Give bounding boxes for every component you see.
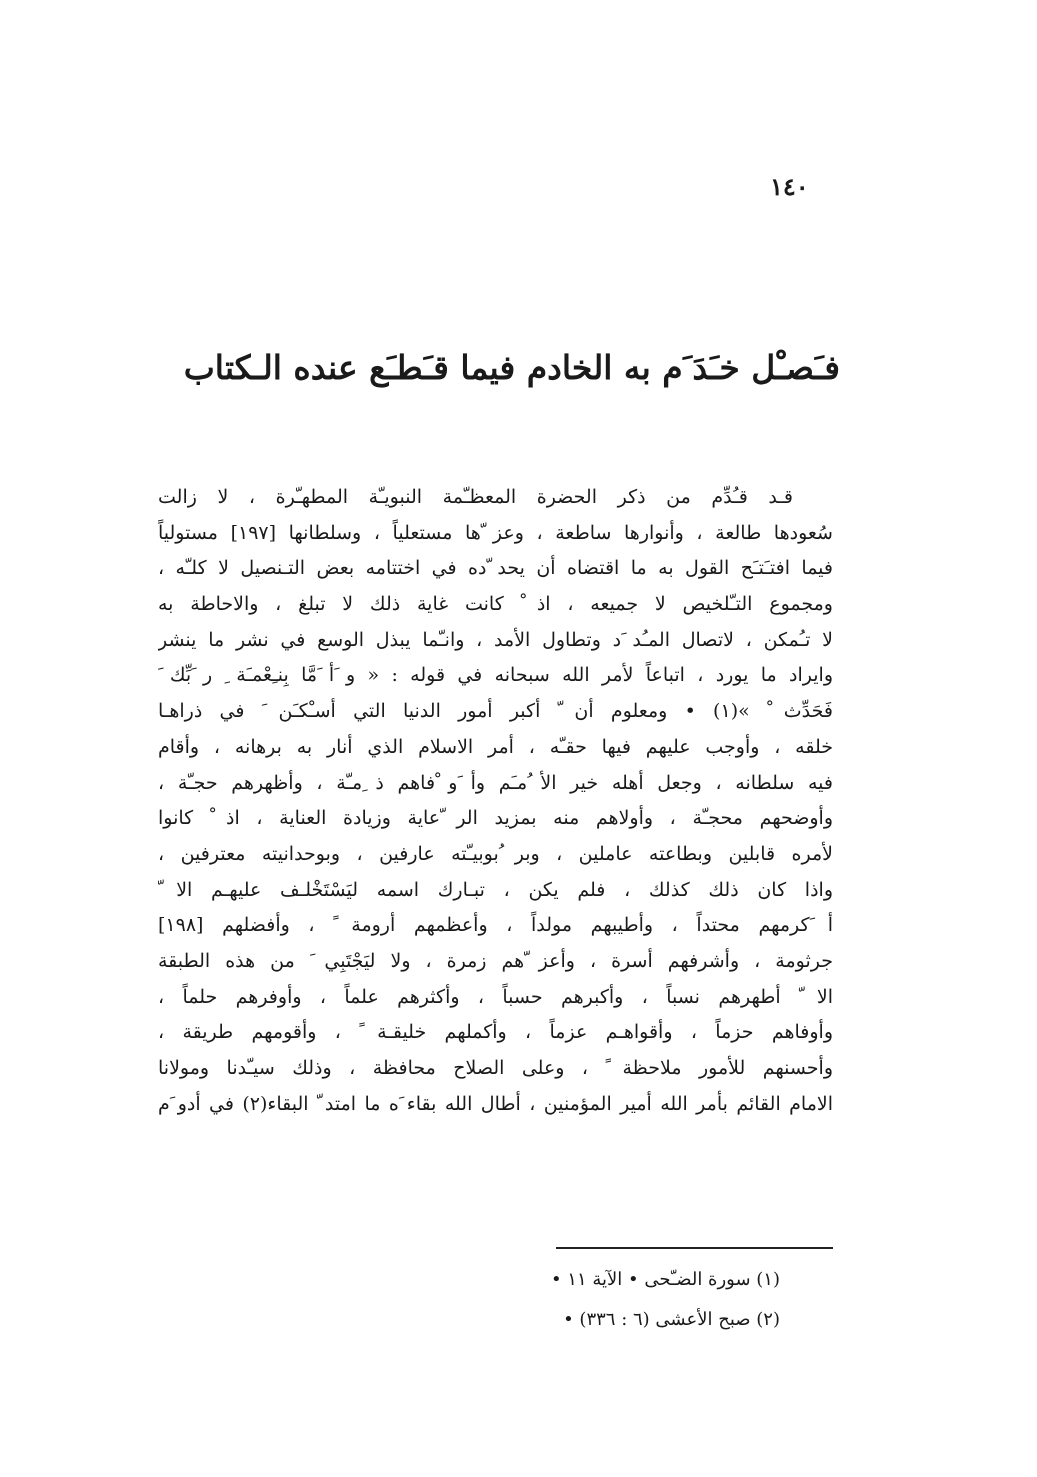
footnote-divider (556, 1247, 833, 1249)
body-line: خلقه ، وأوجب عليهم فيها حقـّه ، أمر الاسلام الذي أنار به برهانه ، وأقام (158, 735, 833, 758)
body-line: فَحَدِّث ْ »(١) • ومعلوم أن ّ أكبر أمور الدنيا التي أسـْكـَن َ في ذراهـا (158, 700, 833, 723)
body-text (158, 480, 833, 1122)
body-line: فيه سلطانه ، وجعل أهله خير الأ ُمـَم وأ َو ْفاهم ذ ِمـّة ، وأظهرهم حجـّة ، (158, 771, 833, 794)
body-line: وأوفاهم حزماً ، وأقواهـم عزماً ، وأكملهم خليقـة ً ، وأقومهم طريقة ، (158, 1021, 833, 1044)
body-line: وايراد ما يورد ، اتباعاً لأمر الله سبحانه في قوله : « و َأ َمَّا بِنـِعْمـَة ِ ر َبِّك َ (158, 664, 833, 687)
body-line: لا تـُمكن ، لاتصال المـُد َد وتطاول الأمد ، وانـّما يبذل الوسع في نشر ما ينشر (158, 628, 833, 651)
body-line: ومجموع التـّلخيص لا جميعه ، اذ ْ كانت غاية ذلك لا تبلغ ، والاحاطة به (158, 593, 833, 616)
body-line: أ َكرمهم محتداً ، وأطيبهم مولداً ، وأعظمهم أرومة ً ، وأفضلهم [١٩٨] (158, 914, 833, 937)
body-line: لأمره قابلين وبطاعته عاملين ، وبر ُبوبيـّته عارفين ، وبوحدانيته معترفين ، (158, 842, 833, 865)
body-line: فيما افتـَتـَح القول به ما اقتضاه أن يحد ّده في اختتامه بعض التـنصيل لا كلـّه ، (158, 557, 833, 580)
chapter-title: فـَصـْل خـَدَ َم به الخادم فيما قـَطـَع عنده الـكتاب (183, 348, 840, 387)
body-line: سُعودها طالعة ، وأنوارها ساطعة ، وعز ّها مستعلياً ، وسلطانها [١٩٧] مستولياً (158, 521, 833, 544)
footnote-2: (٢) صبح الأعشى (٦ : ٣٣٦) • (563, 1309, 780, 1330)
body-line: واذا كان ذلك كذلك ، فلم يكن ، تبـارك اسمه ليَسْتَخْلـف عليهـم الا ّ (158, 878, 833, 901)
body-line: الامام القائم بأمر الله أمير المؤمنين ، أطال الله بقاء َه ما امتد ّ البقاء(٢) في أدو َم (158, 1092, 833, 1115)
body-line: الا ّ أطهرهم نسباً ، وأكبرهم حسباً ، وأكثرهم علماً ، وأوفرهم حلماً ، (158, 985, 833, 1008)
page-number: ١٤٠ (770, 172, 809, 201)
body-line: قـد قـُدِّم من ذكر الحضرة المعظـّمة النبويـّة المطهـّرة ، لا زالت (158, 486, 793, 508)
body-line: وأحسنهم للأمور ملاحظة ً ، وعلى الصلاح محافظة ، وذلك سيـّدنا ومولانا (158, 1057, 833, 1079)
footnote-1: (١) سورة الضـّحى • الآية ١١ • (550, 1269, 780, 1290)
body-line: وأوضحهم محجـّة ، وأولاهم منه بمزيد الر ّعاية وزيادة العناية ، اذ ْ كانوا (158, 807, 833, 830)
footnotes (400, 1260, 780, 1340)
body-line: جرثومة ، وأشرفهم أسرة ، وأعز ّهم زمرة ، ولا ليَجْتَبِي َ من هذه الطبقة (158, 949, 833, 972)
